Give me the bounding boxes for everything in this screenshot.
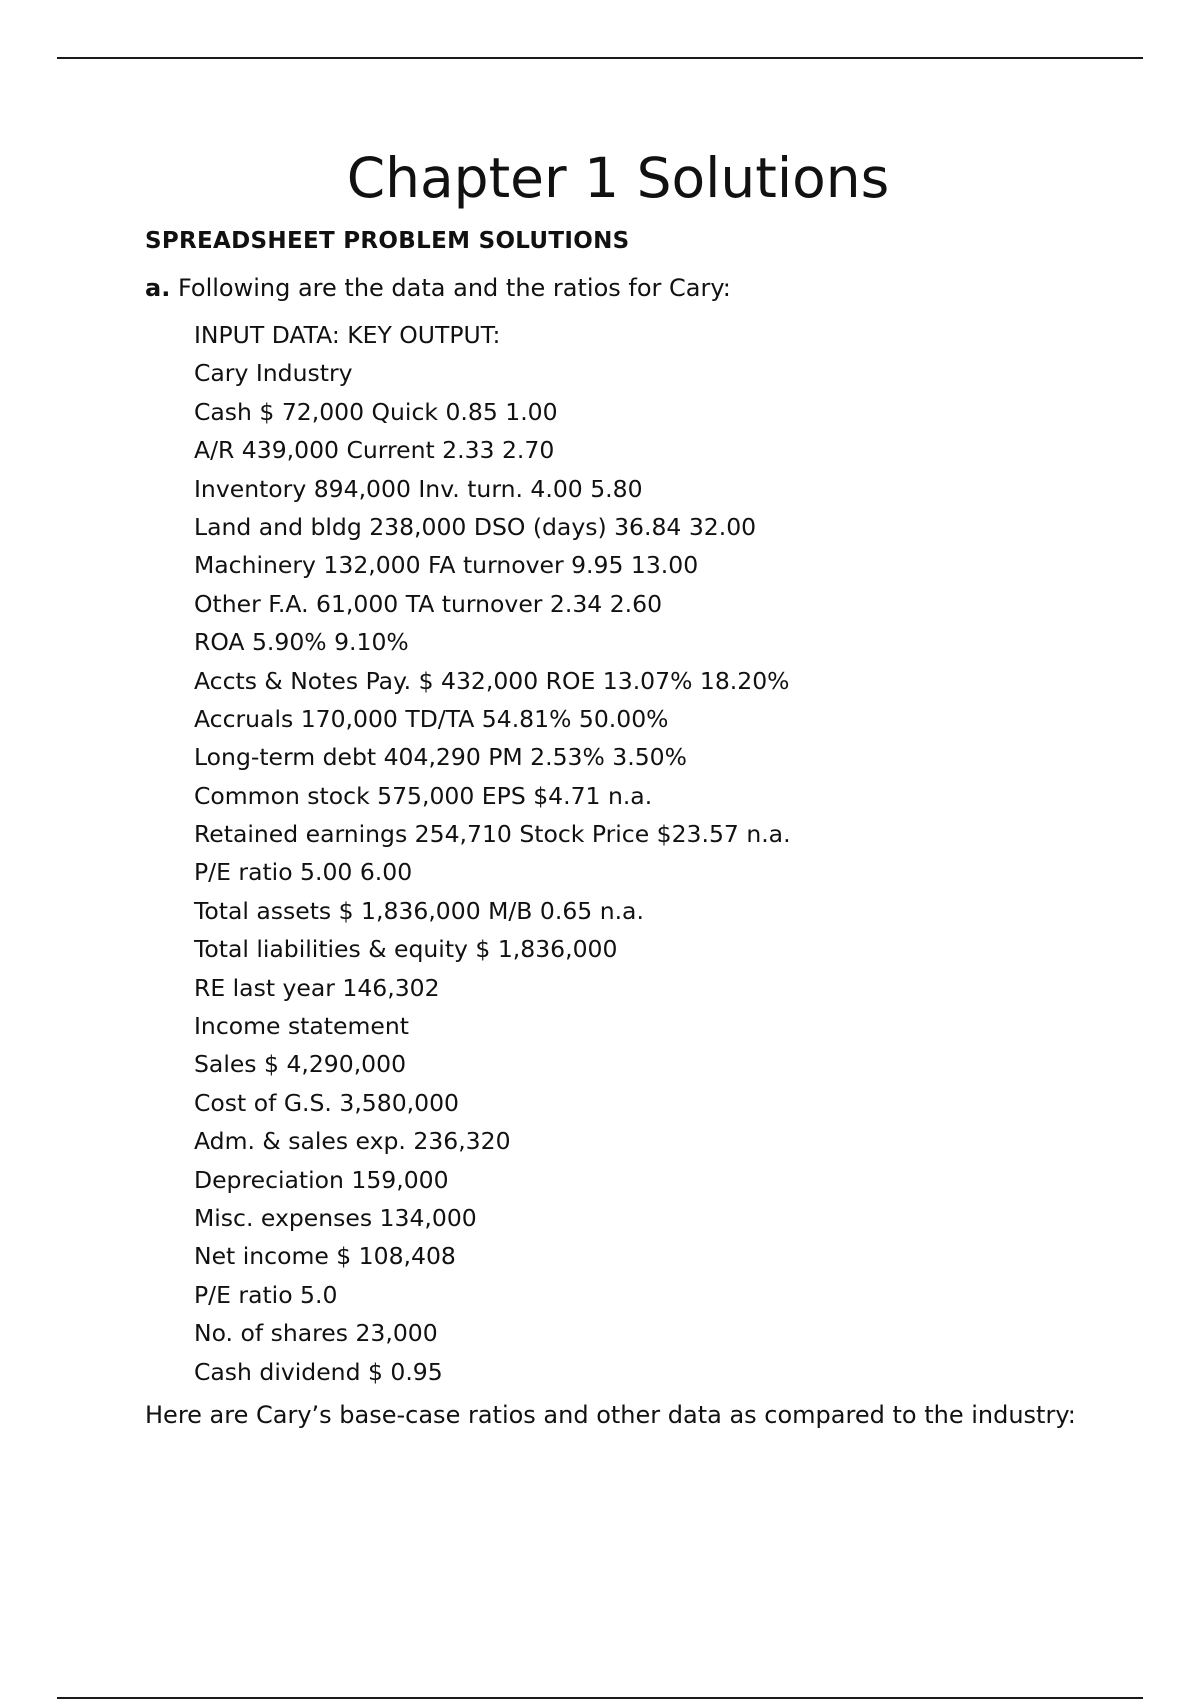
bottom-rule (57, 1697, 1143, 1699)
intro-paragraph (145, 274, 731, 302)
data-line: INPUT DATA: KEY OUTPUT: (194, 321, 501, 349)
data-line: Total assets $ 1,836,000 M/B 0.65 n.a. (194, 896, 644, 925)
data-line: Adm. & sales exp. 236,320 (194, 1127, 511, 1156)
data-line: Misc. expenses 134,000 (194, 1203, 477, 1232)
data-line: Total liabilities & equity $ 1,836,000 (194, 935, 618, 964)
data-line: Inventory 894,000 Inv. turn. 4.00 5.80 (194, 474, 643, 503)
data-line: Income statement (194, 1012, 409, 1041)
data-line: Accruals 170,000 TD/TA 54.81% 50.00% (194, 704, 669, 733)
data-line: P/E ratio 5.00 6.00 (194, 858, 413, 887)
data-line: Net income $ 108,408 (194, 1242, 456, 1271)
closing-paragraph: Here are Cary’s base-case ratios and other data as compared to the industry: (145, 1401, 1076, 1429)
data-line: Land and bldg 238,000 DSO (days) 36.84 32.00 (194, 512, 757, 541)
section-heading: SPREADSHEET PROBLEM SOLUTIONS (145, 228, 630, 254)
data-line: Accts & Notes Pay. $ 432,000 ROE 13.07% 18.20% (194, 666, 790, 695)
data-line: A/R 439,000 Current 2.33 2.70 (194, 436, 555, 465)
data-line: Retained earnings 254,710 Stock Price $23.57 n.a. (194, 820, 791, 849)
item-label: a. (145, 274, 171, 302)
data-line: Cary Industry (194, 359, 353, 388)
input-data-list (194, 316, 791, 1391)
data-line: Machinery 132,000 FA turnover 9.95 13.00 (194, 551, 699, 580)
page-title: Chapter 1 Solutions (346, 146, 890, 210)
data-line: ROA 5.90% 9.10% (194, 628, 409, 657)
data-line: Cash $ 72,000 Quick 0.85 1.00 (194, 397, 558, 426)
top-rule (57, 57, 1143, 59)
data-line: Depreciation 159,000 (194, 1165, 449, 1194)
intro-text: Following are the data and the ratios for Cary: (177, 274, 731, 302)
data-line: Cost of G.S. 3,580,000 (194, 1088, 459, 1117)
data-line: Long-term debt 404,290 PM 2.53% 3.50% (194, 743, 687, 772)
data-line: Common stock 575,000 EPS $4.71 n.a. (194, 781, 653, 810)
data-line: RE last year 146,302 (194, 973, 440, 1002)
data-line: No. of shares 23,000 (194, 1319, 438, 1348)
data-line: Sales $ 4,290,000 (194, 1050, 407, 1079)
data-line: P/E ratio 5.0 (194, 1280, 338, 1309)
data-line: Other F.A. 61,000 TA turnover 2.34 2.60 (194, 589, 663, 618)
data-line: Cash dividend $ 0.95 (194, 1357, 443, 1386)
